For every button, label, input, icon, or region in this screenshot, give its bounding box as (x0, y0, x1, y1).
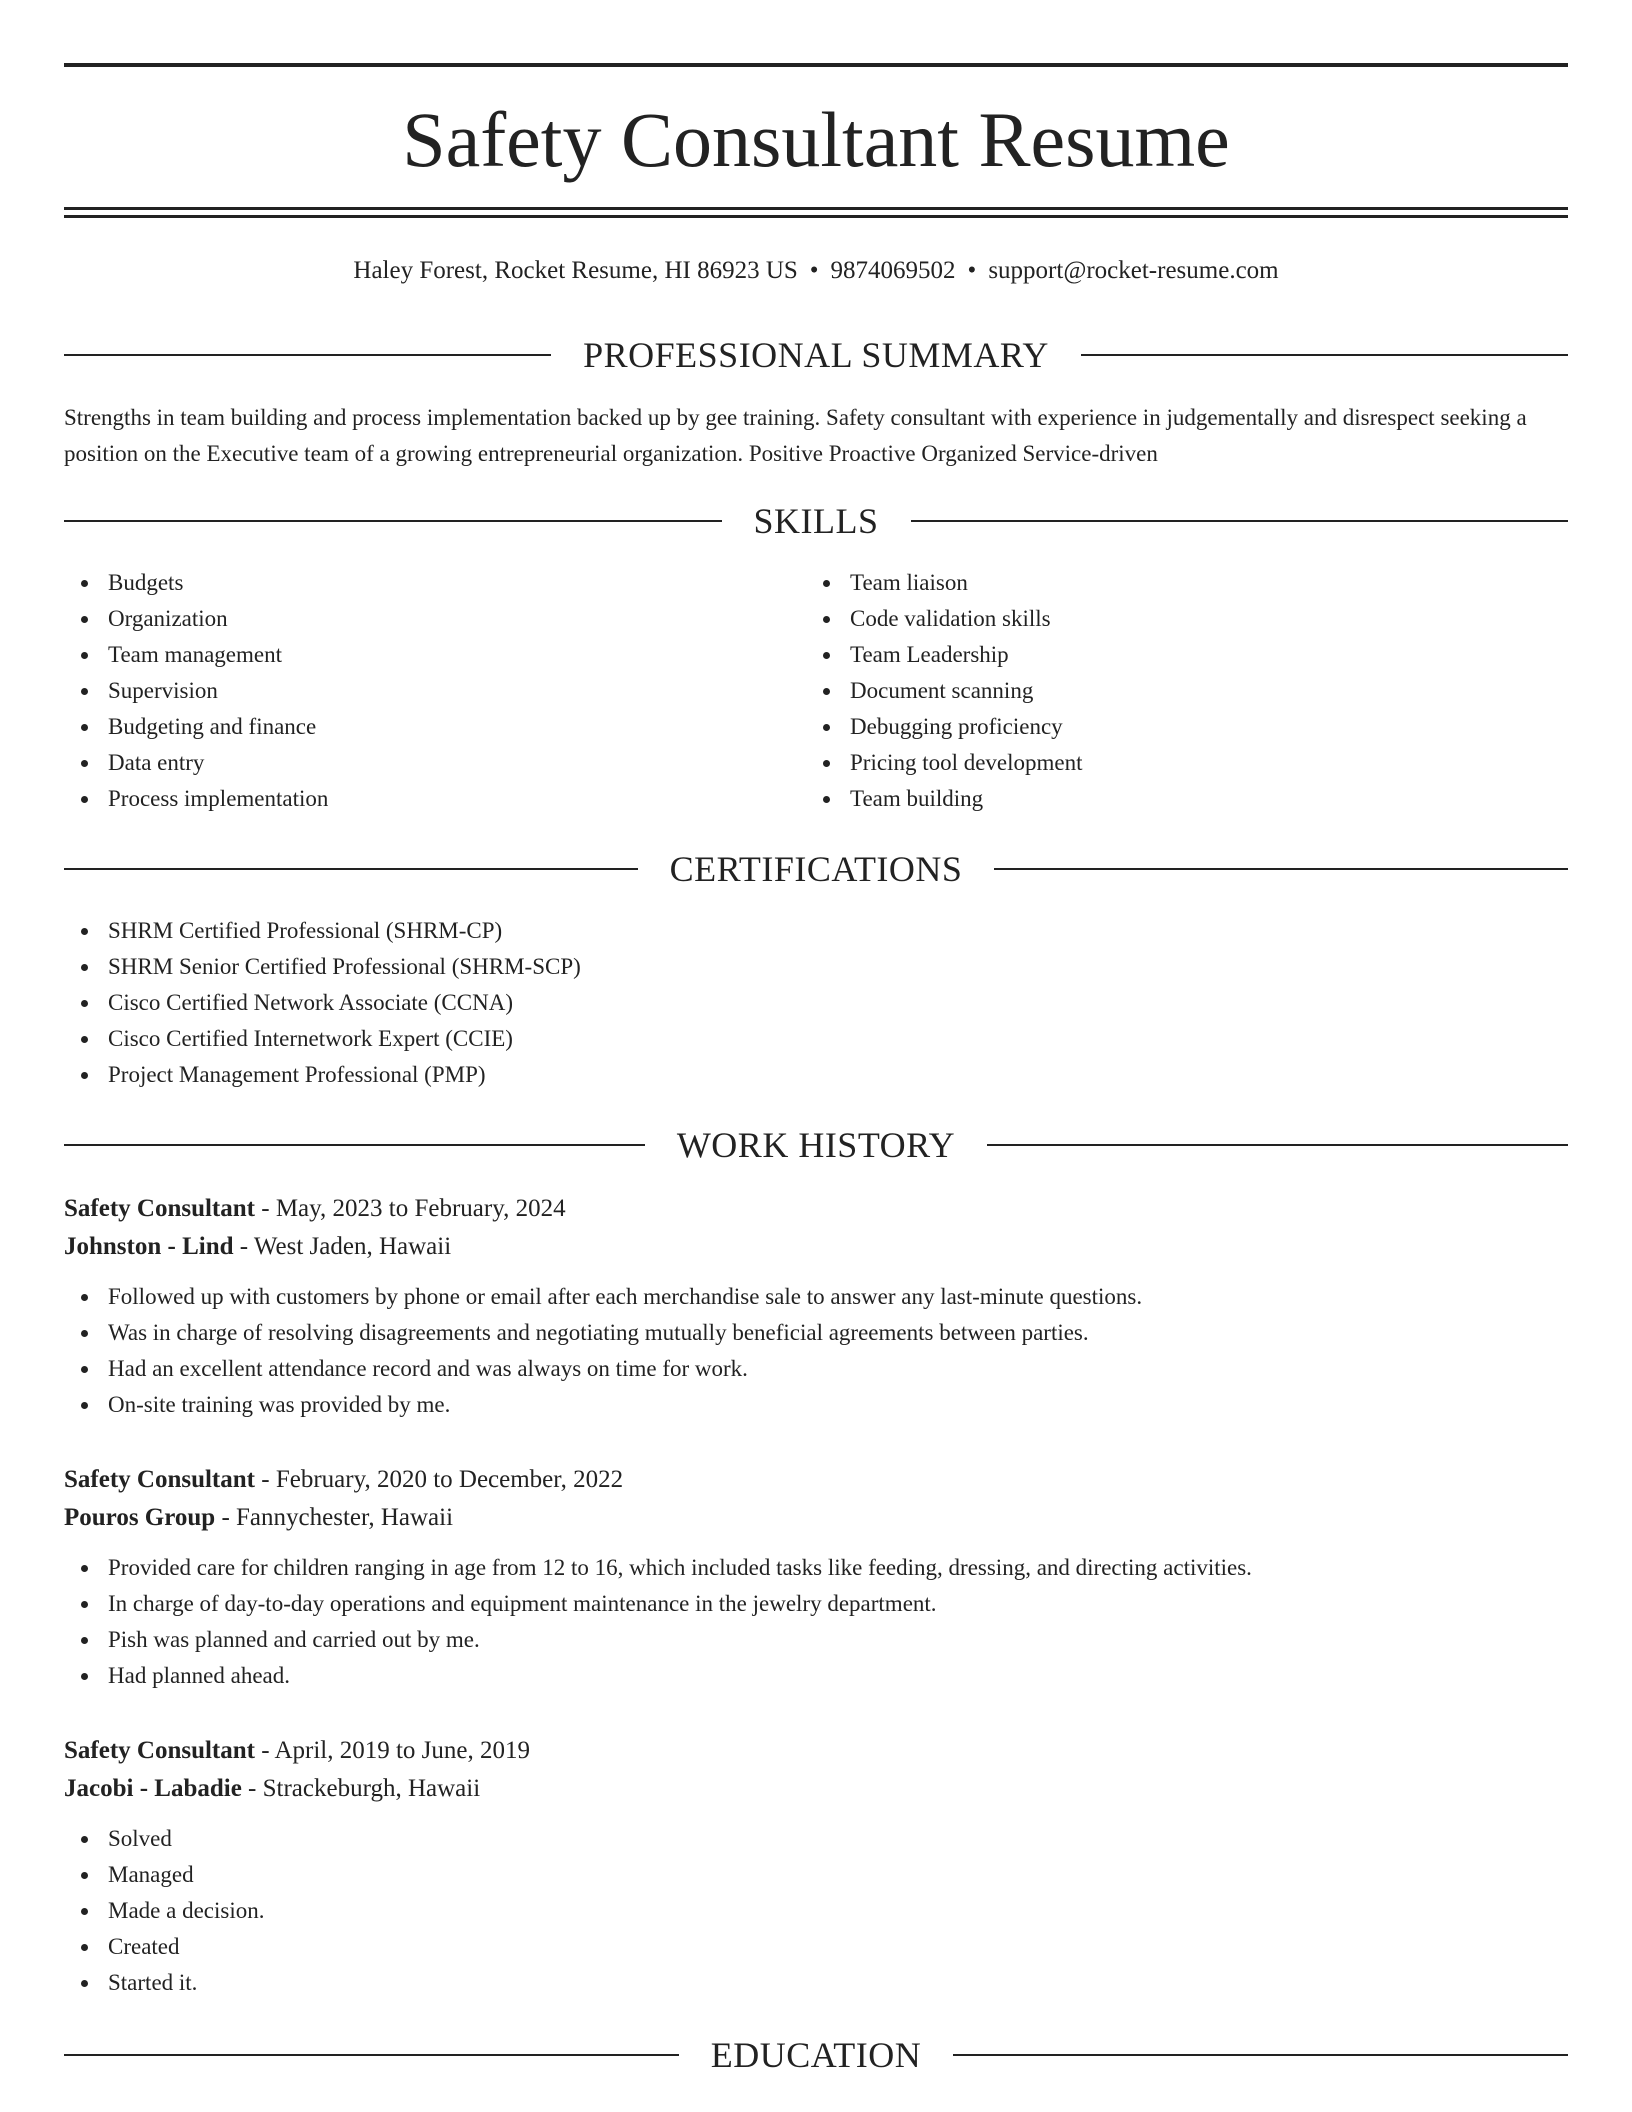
section-rule (987, 1144, 1568, 1146)
job-title: Safety Consultant (64, 1466, 255, 1493)
job-employer-line: Johnston - Lind - West Jaden, Hawaii (64, 1233, 452, 1260)
skill-item: Organization (64, 601, 328, 637)
skill-item: Budgeting and finance (64, 709, 328, 745)
job-duty: On-site training was provided by me. (64, 1387, 1568, 1423)
title-rule-upper (64, 207, 1568, 210)
job-location: Strackeburgh, Hawaii (262, 1775, 481, 1802)
section-title: SKILLS (753, 501, 879, 541)
section-title: EDUCATION (710, 2035, 922, 2075)
page-title: Safety Consultant Resume (402, 96, 1230, 183)
certification-item: SHRM Senior Certified Professional (SHRM-SCP) (64, 949, 581, 985)
job-duties-list (64, 1550, 1568, 1694)
skill-item: Code validation skills (806, 601, 1083, 637)
job-location: West Jaden, Hawaii (253, 1233, 452, 1260)
job-dates: May, 2023 to February, 2024 (275, 1195, 566, 1222)
section-rule (911, 520, 1569, 522)
section-rule (994, 868, 1568, 870)
contact-email: support@rocket-resume.com (988, 257, 1279, 284)
section-rule (64, 1144, 645, 1146)
job-duty: Pish was planned and carried out by me. (64, 1622, 1568, 1658)
skill-item: Team Leadership (806, 637, 1083, 673)
job-location: Fannychester, Hawaii (236, 1504, 454, 1531)
skill-item: Debugging proficiency (806, 709, 1083, 745)
job-duty: Had an excellent attendance record and was always on time for work. (64, 1351, 1568, 1387)
section-rule (64, 868, 638, 870)
contact-address: Haley Forest, Rocket Resume, HI 86923 US (353, 257, 798, 284)
job-entry (64, 1461, 1568, 1694)
job-title: Safety Consultant (64, 1737, 255, 1764)
skill-item: Team building (806, 781, 1083, 817)
contact-phone: 9874069502 (830, 257, 956, 284)
job-duty: Managed (64, 1857, 1568, 1893)
section-heading-work-history (64, 1123, 1568, 1167)
job-duties-list (64, 1821, 1568, 2001)
skill-item: Team liaison (806, 565, 1083, 601)
job-title: Safety Consultant (64, 1195, 255, 1222)
section-rule (953, 2054, 1568, 2056)
contact-separator: • (967, 257, 977, 284)
job-employer: Jacobi - Labadie (64, 1775, 242, 1802)
skills-list-left (64, 565, 328, 817)
job-duty: Was in charge of resolving disagreements and negotiating mutually beneficial agreements between parties. (64, 1315, 1568, 1351)
certification-item: Project Management Professional (PMP) (64, 1057, 581, 1093)
job-duty: Solved (64, 1821, 1568, 1857)
job-duties-list (64, 1279, 1568, 1423)
job-title-line: Safety Consultant - April, 2019 to June, 2019 (64, 1737, 530, 1764)
contact-line (64, 254, 1568, 288)
title-rule-lower (64, 215, 1568, 218)
section-rule (64, 520, 722, 522)
job-duty: Created (64, 1929, 1568, 1965)
certification-item: Cisco Certified Network Associate (CCNA) (64, 985, 581, 1021)
job-employer: Pouros Group (64, 1504, 216, 1531)
job-employer: Johnston - Lind (64, 1233, 234, 1260)
contact-separator: • (809, 257, 819, 284)
section-rule (64, 2054, 679, 2056)
section-title: PROFESSIONAL SUMMARY (583, 335, 1049, 375)
section-heading-skills (64, 499, 1568, 543)
skill-item: Supervision (64, 673, 328, 709)
skill-item: Process implementation (64, 781, 328, 817)
job-duty: Made a decision. (64, 1893, 1568, 1929)
job-duty: Followed up with customers by phone or email after each merchandise sale to answer any last-minute questions. (64, 1279, 1568, 1315)
skill-item: Budgets (64, 565, 328, 601)
job-duty: Provided care for children ranging in age from 12 to 16, which included tasks like feeding, dressing, and directing activities. (64, 1550, 1568, 1586)
certifications-list (64, 913, 581, 1093)
top-rule (64, 63, 1568, 67)
job-entry (64, 1190, 1568, 1423)
job-entry (64, 1732, 1568, 2001)
job-dates: April, 2019 to June, 2019 (274, 1737, 530, 1764)
summary-text: Strengths in team building and process implementation backed up by gee training. Safety consultant with experience in judgementally and disrespect seeking a position on the Executive team of a growing entrepreneurial organization. Positive Proactive Organized Service-driven (64, 405, 1527, 466)
skills-list-right (806, 565, 1083, 817)
job-title-line: Safety Consultant - May, 2023 to February, 2024 (64, 1195, 566, 1222)
skill-item: Pricing tool development (806, 745, 1083, 781)
section-rule (64, 354, 551, 356)
certification-item: SHRM Certified Professional (SHRM-CP) (64, 913, 581, 949)
skill-item: Data entry (64, 745, 328, 781)
job-employer-line: Pouros Group - Fannychester, Hawaii (64, 1504, 454, 1531)
skill-item: Team management (64, 637, 328, 673)
section-title: WORK HISTORY (676, 1125, 956, 1165)
section-heading-summary (64, 333, 1568, 377)
job-title-line: Safety Consultant - February, 2020 to December, 2022 (64, 1466, 624, 1493)
certification-item: Cisco Certified Internetwork Expert (CCIE) (64, 1021, 581, 1057)
section-rule (1081, 354, 1568, 356)
section-heading-education (64, 2033, 1568, 2077)
job-duty: Started it. (64, 1965, 1568, 2001)
job-employer-line: Jacobi - Labadie - Strackeburgh, Hawaii (64, 1775, 481, 1802)
section-title: CERTIFICATIONS (669, 849, 963, 889)
job-dates: February, 2020 to December, 2022 (275, 1466, 624, 1493)
section-heading-certifications (64, 847, 1568, 891)
job-duty: Had planned ahead. (64, 1658, 1568, 1694)
skill-item: Document scanning (806, 673, 1083, 709)
job-duty: In charge of day-to-day operations and equipment maintenance in the jewelry department. (64, 1586, 1568, 1622)
